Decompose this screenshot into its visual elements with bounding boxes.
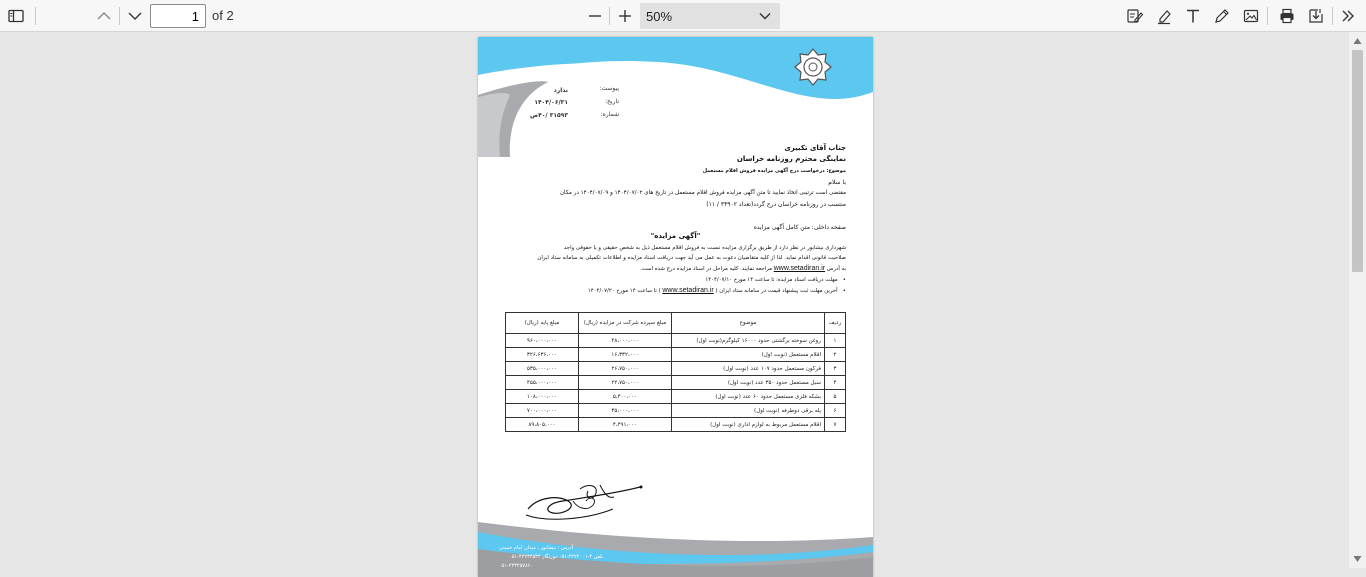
table-cell: فرکون مستعمل حدود ۱۰۷ عدد (نوبت اول) bbox=[672, 362, 825, 376]
column-header: موضوع bbox=[672, 313, 825, 334]
attachment-label: پیوست: bbox=[599, 85, 619, 92]
table-cell: ۳۵،۰۰۰،۰۰۰ bbox=[579, 404, 672, 418]
toolbar-separator bbox=[119, 7, 120, 25]
printer-icon bbox=[1278, 7, 1296, 25]
page-number-input[interactable] bbox=[150, 4, 206, 28]
table-row bbox=[506, 362, 846, 376]
previous-page-button[interactable] bbox=[92, 4, 116, 28]
minus-icon bbox=[586, 7, 604, 25]
highlight-button[interactable] bbox=[1152, 4, 1176, 28]
column-header: مبلغ سپرده شرکت در مزایده (ریال) bbox=[579, 313, 672, 334]
table-cell: ۹۶۰،۰۰۰،۰۰۰ bbox=[506, 334, 579, 348]
scroll-down-arrow-icon[interactable] bbox=[1352, 554, 1363, 564]
pdf-page bbox=[478, 37, 873, 577]
table-cell: ۵۳۵،۰۰۰،۰۰۰ bbox=[506, 362, 579, 376]
table-cell: ۸۹،۸۰۵،۰۰۰ bbox=[506, 418, 579, 432]
next-page-button[interactable] bbox=[123, 4, 147, 28]
bullet-dot: • bbox=[837, 277, 846, 283]
number-label: شماره: bbox=[600, 111, 619, 118]
bullet-text-suffix: ) تا ساعت ۱۴ مورخ ۱۴۰۴/۰۷/۲۰ bbox=[587, 288, 661, 294]
table-row bbox=[506, 404, 846, 418]
date-label: تاریخ: bbox=[605, 98, 619, 105]
setadiran-link[interactable]: www.setadiran.ir bbox=[773, 265, 826, 272]
save-button[interactable] bbox=[1304, 4, 1328, 28]
image-icon bbox=[1242, 7, 1260, 25]
column-header: مبلغ پایه (ریال) bbox=[506, 313, 579, 334]
column-header: ردیف bbox=[825, 313, 846, 334]
scroll-up-arrow-icon[interactable] bbox=[1352, 36, 1363, 46]
chevron-down-icon bbox=[758, 9, 772, 23]
table-cell: ۳۲۶،۶۳۶،۰۰۰ bbox=[506, 348, 579, 362]
table-cell: ۵،۴۰۰،۰۰۰ bbox=[579, 390, 672, 404]
footer-extra: ۰۵۱-۴۳۳۴۵۷۸۶۰ bbox=[498, 563, 533, 569]
table-row bbox=[506, 418, 846, 432]
chevron-up-icon bbox=[95, 7, 113, 25]
recipient-name: جناب آقای تکبیری bbox=[784, 144, 846, 152]
toolbar-separator bbox=[35, 7, 36, 25]
bullet-text: مهلت دریافت اسناد مزایده: تا ساعت ۱۴ مورخ ۱۴۰۴/۰۷/۱۰ bbox=[705, 277, 838, 283]
table-cell: اقلام مستعمل مربوط به لوازم اداری (نوبت اول) bbox=[672, 418, 825, 432]
zoom-value: 50% bbox=[646, 8, 673, 24]
zoom-select[interactable] bbox=[640, 3, 780, 29]
table-row bbox=[506, 334, 846, 348]
text-icon bbox=[1184, 7, 1202, 25]
table-cell: پله برقی دوطرفه (نوبت اول) bbox=[672, 404, 825, 418]
plus-icon bbox=[616, 7, 634, 25]
table-cell: اقلام مستعمل (نوبت اول) bbox=[672, 348, 825, 362]
save-icon bbox=[1307, 7, 1325, 25]
print-button[interactable] bbox=[1275, 4, 1299, 28]
table-cell: ۲۲،۷۵۰،۰۰۰ bbox=[579, 376, 672, 390]
double-chevron-right-icon bbox=[1339, 7, 1357, 25]
table-cell: ۴۵۵،۰۰۰،۰۰۰ bbox=[506, 376, 579, 390]
zoom-in-button[interactable] bbox=[613, 4, 637, 28]
table-cell: ۶ bbox=[825, 404, 846, 418]
fill-sign-icon bbox=[1126, 7, 1144, 25]
table-row bbox=[506, 348, 846, 362]
table-cell: ۱۰۸،۰۰۰،۰۰۰ bbox=[506, 390, 579, 404]
greeting: با سلام bbox=[828, 179, 846, 186]
vertical-scrollbar[interactable] bbox=[1349, 32, 1366, 568]
bullet-item bbox=[501, 276, 846, 285]
table-cell: ۴۸،۰۰۰،۰۰۰ bbox=[579, 334, 672, 348]
body-line-3-suffix: مراجعه نمایند. کلیه مراحل در اسناد مزایده درج شده است. bbox=[639, 266, 773, 272]
date-value: ۱۴۰۴/۰۶/۳۱ bbox=[534, 99, 568, 106]
table-cell: ۷ bbox=[825, 418, 846, 432]
table-cell: سبل مستعمل حدود ۳۵۰ عدد (نوبت اول) bbox=[672, 376, 825, 390]
pen-icon bbox=[1213, 7, 1231, 25]
highlighter-icon bbox=[1155, 7, 1173, 25]
scrollbar-thumb[interactable] bbox=[1352, 50, 1363, 272]
table-cell: ۲۶،۷۵۰،۰۰۰ bbox=[579, 362, 672, 376]
toolbar-separator bbox=[1332, 7, 1333, 25]
body-line-3-prefix: به آدرس bbox=[826, 266, 846, 272]
inner-page-note: صفحه داخلی: متن کامل آگهی مزایده bbox=[753, 224, 846, 231]
table-cell: ۳ bbox=[825, 362, 846, 376]
table-cell: ۱۶،۳۳۲،۰۰۰ bbox=[579, 348, 672, 362]
footer-address: آدرس : نیشابور ، میدان امام خمینی bbox=[499, 545, 573, 551]
more-tools-button[interactable] bbox=[1336, 4, 1360, 28]
table-cell: ۱ bbox=[825, 334, 846, 348]
municipality-logo bbox=[793, 47, 833, 87]
ad-body-line-1: شهرداری نیشابور در نظر دارد از طریق برگزاری مزایده نسبت به فروش اقلام مستعمل ذیل به شخص حقیقی و یا حقوقی واجد bbox=[563, 245, 846, 251]
table-cell: بشکه فلزی مستعمل حدود ۶۰ عدد (نوبت اول) bbox=[672, 390, 825, 404]
add-text-button[interactable] bbox=[1181, 4, 1205, 28]
pdf-toolbar bbox=[0, 0, 1366, 32]
table-row bbox=[506, 376, 846, 390]
add-image-button[interactable] bbox=[1239, 4, 1263, 28]
number-value: ۳۱۵۹۳ /۴۰ص bbox=[530, 112, 568, 119]
intro-line-2: منتسب در روزنامه خراسان درج گردد(تعداد ۳۴۹۰۲ / ۱۱) bbox=[706, 201, 846, 208]
draw-button[interactable] bbox=[1210, 4, 1234, 28]
ad-body-line-3 bbox=[501, 264, 846, 274]
table-cell: ۴،۴۹۱،۰۰۰ bbox=[579, 418, 672, 432]
table-cell: روغن سوخته برگشتی حدود ۱۶۰۰۰ کیلوگرم(نوبت اول) bbox=[672, 334, 825, 348]
page-count-label: of 2 bbox=[212, 8, 234, 23]
table-cell: ۴ bbox=[825, 376, 846, 390]
toolbar-separator bbox=[609, 7, 610, 25]
table-row bbox=[506, 390, 846, 404]
auction-items-table bbox=[505, 312, 846, 432]
zoom-out-button[interactable] bbox=[583, 4, 607, 28]
footer-phone: تلفن ۴-۴۲۲۲۰۰۱-۰۵۱ دورنگار ۴۲۲۳۳۵۳۴-۰۵۱ bbox=[509, 554, 603, 560]
ad-title: "آگهی مزایده" bbox=[650, 232, 701, 240]
bullet-text-prefix: آخرین مهلت ثبت پیشنهاد قیمت در سامانه ستاد ایران ( bbox=[715, 288, 838, 294]
letter-subject: موضوع: درخواست درج آگهی مزایده فروش اقلام مستعمل bbox=[702, 168, 846, 174]
sidebar-icon bbox=[7, 7, 25, 25]
bullet-item bbox=[501, 286, 846, 296]
table-header-row bbox=[506, 313, 846, 334]
table-cell: ۵ bbox=[825, 390, 846, 404]
ad-body-line-2: صلاحیت قانونی اقدام نماید. لذا از کلیه متقاضیان دعوت به عمل می آید جهت دریافت اسناد مزایده و اطلاعات تکمیلی به سامانه ستاد ایران bbox=[537, 255, 846, 261]
chevron-down-icon bbox=[126, 7, 144, 25]
recipient-organization: نماینگی محترم روزنامه خراسان bbox=[736, 155, 846, 163]
table-cell: ۷۰۰،۰۰۰،۰۰۰ bbox=[506, 404, 579, 418]
intro-line-1: مقتضی است ترتیبی اتخاذ نمایید تا متن آگهی مزایده فروش اقلام مستعمل در تاریخ های ۱۴۰۴/۰۷/۰۲ و ۱۴۰۴/۰۷/۰۹ در مکان bbox=[559, 190, 846, 196]
toolbar-separator bbox=[1267, 7, 1268, 25]
setadiran-link[interactable]: www.setadiran.ir bbox=[662, 287, 714, 294]
table-cell: ۲ bbox=[825, 348, 846, 362]
signature-image bbox=[518, 479, 648, 529]
attachment-value: ندارد bbox=[553, 87, 568, 94]
sidebar-toggle-button[interactable] bbox=[4, 4, 28, 28]
bullet-dot: • bbox=[837, 288, 846, 294]
fill-sign-button[interactable] bbox=[1123, 4, 1147, 28]
